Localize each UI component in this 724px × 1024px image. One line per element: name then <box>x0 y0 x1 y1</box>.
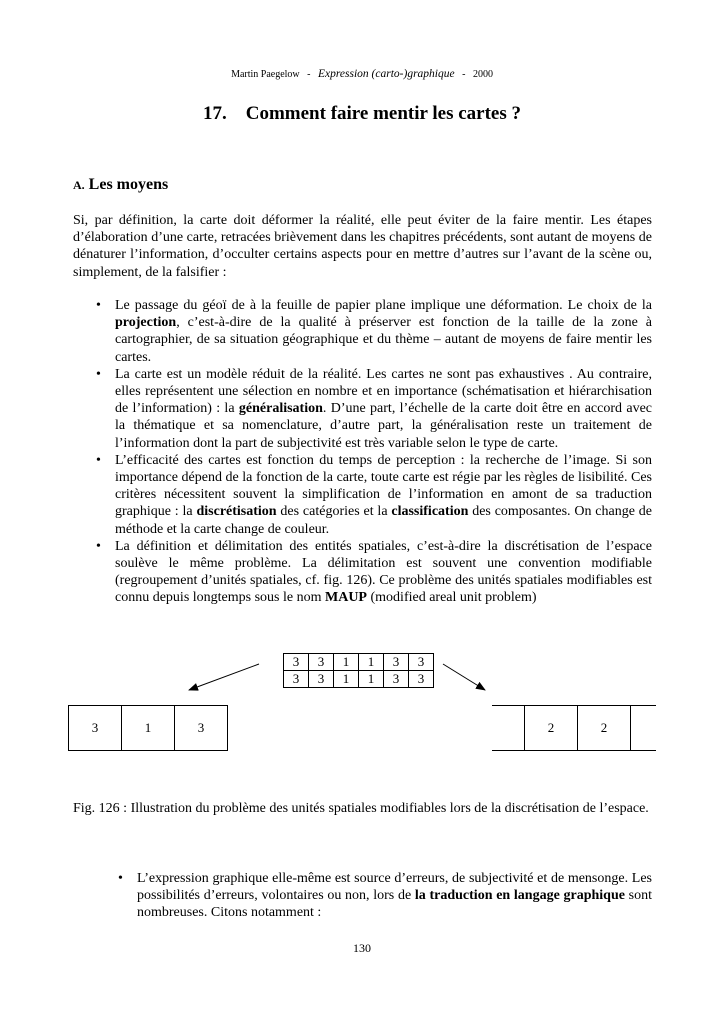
grid-cell: 1 <box>334 671 359 688</box>
header-separator: - <box>462 69 466 80</box>
list-item: • La carte est un modèle réduit de la réalité. Les cartes ne sont pas exhaustives . Au contraire, elles représentent une sélection en nombre et en importance (schématisation et hiérarchisation de l’information) : la généralisation. D’une part, l’échelle de la carte doit être en accord avec la thématique et sa nomenclature, d’autre part, la généralisation reste un traitement de l’information dont la part de subjectivité est très variable selon le type de carte. <box>96 366 652 451</box>
section-letter: A. <box>73 178 85 192</box>
grid-cell: 3 <box>284 654 309 671</box>
chapter-number: 17. <box>203 103 227 124</box>
intro-paragraph: Si, par définition, la carte doit déformer la réalité, elle peut éviter de la faire mentir. Les étapes d’élaboration d’une carte, retracées brièvement dans les chapitres précédents, sont autant de moyens de dénaturer l’information, d’occulter certains aspects pour en mettre d’autres sur l’avant de la scène ou, simplement, de la falsifier : <box>73 213 652 280</box>
list-item: • L’efficacité des cartes est fonction du temps de perception : la recherche de l’image. Si son importance dépend de la fonction de la carte, toute carte est régie par les règles de lisibilité. Ces critères nécessitent souvent la simplification de l’information en amont de sa traduction graphique : la discrétisation des catégories et la classification des composantes. On change de méthode et la carte change de couleur. <box>96 452 652 537</box>
grid-cell: 1 <box>359 654 384 671</box>
bullet-dot: • <box>96 298 101 313</box>
header-author: Martin Paegelow <box>231 69 300 80</box>
grid-cell: 3 <box>309 671 334 688</box>
page-number: 130 <box>353 941 371 955</box>
left-grid <box>68 705 228 751</box>
bullet-dot: • <box>96 366 101 382</box>
chapter-title-text: Comment faire mentir les cartes ? <box>245 103 521 124</box>
header-separator: - <box>307 69 311 80</box>
grid-cell: 1 <box>359 671 384 688</box>
bullet-dot: • <box>96 452 101 468</box>
grid-cell: 3 <box>409 671 434 688</box>
list-item: • Le passage du géoï de à la feuille de papier plane implique une déformation. Le choix de la projection, c’est-à-dire de la qualité à préserver est fonction de la taille de la zone à cartographier, de sa situation géographique et du thème – autant de moyens de faire mentir les cartes. <box>96 298 652 365</box>
grid-cell: 2 <box>547 720 555 735</box>
arrow-right <box>443 664 485 690</box>
bullet-dot: • <box>118 871 123 886</box>
bullet-dot: • <box>96 538 101 554</box>
grid-cell: 3 <box>384 671 409 688</box>
grid-cell: 1 <box>122 706 175 751</box>
grid-cell: 3 <box>284 671 309 688</box>
grid-cell: 3 <box>409 654 434 671</box>
bullet-list-2 <box>118 870 652 922</box>
arrow-left <box>189 664 259 690</box>
grid-cell: 1 <box>334 654 359 671</box>
grid-cell: 3 <box>69 706 122 751</box>
grid-cell: 2 <box>600 720 608 735</box>
list-item: • L’expression graphique elle-même est source d’erreurs, de subjectivité et de mensonge. Les possibilités d’erreurs, volontaires ou non, lors de la traduction en langage graphique sont nombreuses. Citons notamment : <box>118 871 652 921</box>
right-grid <box>492 705 656 751</box>
grid-cell: 3 <box>175 706 228 751</box>
header-title: Expression (carto-)graphique <box>318 68 455 80</box>
figure-caption: Fig. 126 : Illustration du problème des unités spatiales modifiables lors de la discrétisation de l’espace. <box>73 801 649 816</box>
list-item: • La définition et délimitation des entités spatiales, c’est-à-dire la discrétisation de l’espace soulève le même problème. La délimitation est souvent une convention modifiable (regroupement d’unités spatiales, cf. fig. 126). Ce problème des unités spatiales modifiables est connu depuis longtemps sous le nom MAUP (modified areal unit problem) <box>96 538 652 606</box>
section-title: Les moyens <box>88 176 169 193</box>
grid-cell: 3 <box>384 654 409 671</box>
grid-cell: 3 <box>309 654 334 671</box>
header-year: 2000 <box>472 69 493 80</box>
